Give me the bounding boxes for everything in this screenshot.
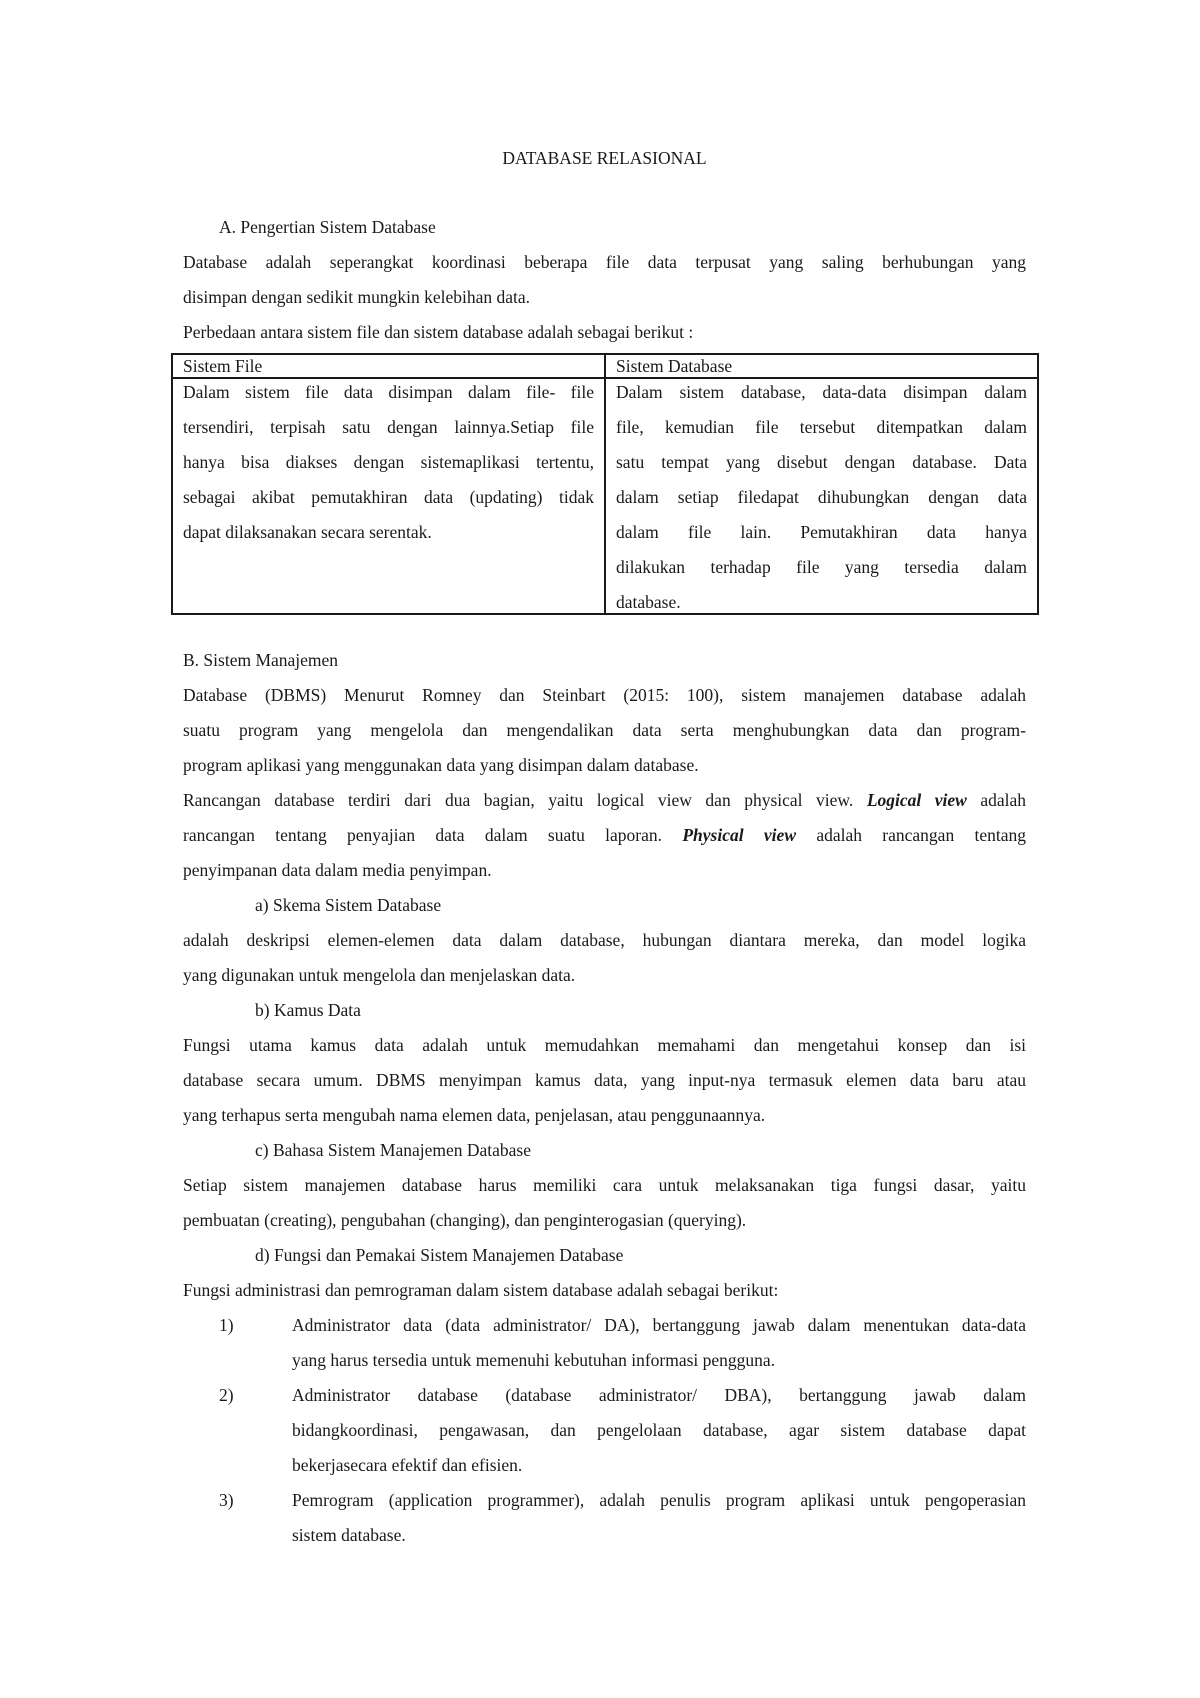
section-b-heading: B. Sistem Manajemen xyxy=(183,650,339,670)
table-cell-sistem-file xyxy=(172,378,605,614)
cell-line: sebagai akibat pemutakhiran data (updating) tidak xyxy=(183,487,594,507)
sub-d-intro: Fungsi administrasi dan pemrograman dalam sistem database adalah sebagai berikut: xyxy=(183,1280,779,1300)
cell-line: hanya bisa diakses dengan sistemaplikasi tertentu, xyxy=(183,452,594,472)
document-title: DATABASE RELASIONAL xyxy=(502,148,707,168)
list-item-number: 1) xyxy=(219,1315,234,1335)
section-b-paragraph2-line: penyimpanan data dalam media penyimpan. xyxy=(183,860,492,880)
section-a-paragraph-line: Database adalah seperangkat koordinasi beberapa file data terpusat yang saling berhubungan yang xyxy=(183,252,1026,272)
term-physical-view: Physical view xyxy=(682,825,796,845)
section-b-paragraph-line: Database (DBMS) Menurut Romney dan Steinbart (2015: 100), sistem manajemen database adalah xyxy=(183,685,1026,705)
table-header-sistem-file: Sistem File xyxy=(172,354,605,378)
sub-b-line: database secara umum. DBMS menyimpan kamus data, yang input-nya termasuk elemen data baru atau xyxy=(183,1070,1026,1090)
list-item-line: yang harus tersedia untuk memenuhi kebutuhan informasi pengguna. xyxy=(292,1350,776,1370)
term-logical-view: Logical view xyxy=(866,790,967,810)
text-run: adalah xyxy=(980,790,1027,810)
cell-line: satu tempat yang disebut dengan database. Data xyxy=(616,452,1027,472)
list-item-line: bidangkoordinasi, pengawasan, dan pengelolaan database, agar sistem database dapat xyxy=(292,1420,1026,1440)
sub-a-line: yang digunakan untuk mengelola dan menjelaskan data. xyxy=(183,965,576,985)
cell-line: dilakukan terhadap file yang tersedia dalam xyxy=(616,557,1027,577)
list-item-line: Administrator data (data administrator/ DA), bertanggung jawab dalam menentukan data-data xyxy=(292,1315,1026,1335)
sub-a-line: adalah deskripsi elemen-elemen data dalam database, hubungan diantara mereka, dan model logika xyxy=(183,930,1026,950)
table-intro: Perbedaan antara sistem file dan sistem database adalah sebagai berikut : xyxy=(183,322,694,342)
cell-line: dapat dilaksanakan secara serentak. xyxy=(183,522,432,542)
list-item-number: 3) xyxy=(219,1490,234,1510)
cell-line: file, kemudian file tersebut ditempatkan dalam xyxy=(616,417,1027,437)
sub-b-line: Fungsi utama kamus data adalah untuk memudahkan memahami dan mengetahui konsep dan isi xyxy=(183,1035,1026,1055)
list-item-line: bekerjasecara efektif dan efisien. xyxy=(292,1455,523,1475)
section-b-paragraph2-line xyxy=(183,824,1026,846)
table-header-sistem-database: Sistem Database xyxy=(605,354,1038,378)
table-row xyxy=(172,378,1038,614)
text-run: adalah rancangan tentang xyxy=(816,825,1027,845)
sub-d-heading: d) Fungsi dan Pemakai Sistem Manajemen Database xyxy=(255,1245,624,1265)
list-item-line: sistem database. xyxy=(292,1525,406,1545)
comparison-table xyxy=(171,353,1039,615)
sub-a-heading: a) Skema Sistem Database xyxy=(255,895,442,915)
text-run: Rancangan database terdiri dari dua bagian, yaitu logical view dan physical view. xyxy=(183,790,854,810)
cell-line: Dalam sistem file data disimpan dalam file- file xyxy=(183,382,594,402)
section-b-paragraph2-line xyxy=(183,789,1026,811)
list-item-line: Pemrogram (application programmer), adalah penulis program aplikasi untuk pengoperasian xyxy=(292,1490,1026,1510)
table-header-row xyxy=(172,354,1038,378)
list-item-line: Administrator database (database administrator/ DBA), bertanggung jawab dalam xyxy=(292,1385,1026,1405)
cell-line: dalam file lain. Pemutakhiran data hanya xyxy=(616,522,1027,542)
sub-c-line: Setiap sistem manajemen database harus memiliki cara untuk melaksanakan tiga fungsi dasar, yaitu xyxy=(183,1175,1026,1195)
sub-c-heading: c) Bahasa Sistem Manajemen Database xyxy=(255,1140,532,1160)
section-b-paragraph-line: program aplikasi yang menggunakan data yang disimpan dalam database. xyxy=(183,755,699,775)
table-cell-sistem-database xyxy=(605,378,1038,614)
section-b-paragraph-line: suatu program yang mengelola dan mengendalikan data serta menghubungkan data dan program- xyxy=(183,720,1026,740)
section-a-paragraph-line: disimpan dengan sedikit mungkin kelebihan data. xyxy=(183,287,531,307)
text-run: rancangan tentang penyajian data dalam suatu laporan. xyxy=(183,825,663,845)
cell-line: Dalam sistem database, data-data disimpan dalam xyxy=(616,382,1027,402)
sub-c-line: pembuatan (creating), pengubahan (changing), dan penginterogasian (querying). xyxy=(183,1210,747,1230)
cell-line: tersendiri, terpisah satu dengan lainnya.Setiap file xyxy=(183,417,594,437)
cell-line: database. xyxy=(616,592,681,612)
sub-b-heading: b) Kamus Data xyxy=(255,1000,361,1020)
list-item-number: 2) xyxy=(219,1385,234,1405)
cell-line: dalam setiap filedapat dihubungkan dengan data xyxy=(616,487,1027,507)
section-a-heading: A. Pengertian Sistem Database xyxy=(219,217,436,237)
sub-b-line: yang terhapus serta mengubah nama elemen data, penjelasan, atau penggunaannya. xyxy=(183,1105,766,1125)
